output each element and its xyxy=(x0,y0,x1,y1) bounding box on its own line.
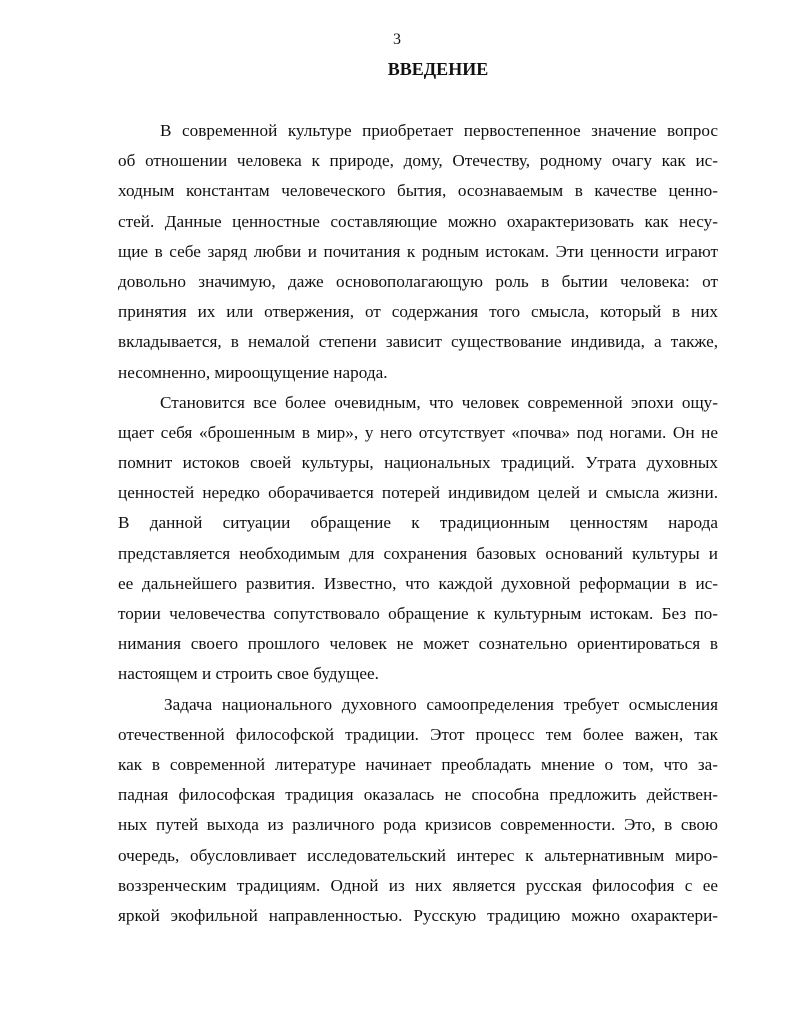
paragraph-2-line-10: настоящем и строить свое будущее. xyxy=(118,664,379,684)
paragraph-1-line-3: ходным константам человеческого бытия, осознаваемым в качестве ценно- xyxy=(118,181,718,201)
paragraph-3-line-5: ных путей выхода из различного рода кризисов современности. Это, в свою xyxy=(118,815,718,835)
paragraph-2-line-9: нимания своего прошлого человек не может сознательно ориентироваться в xyxy=(118,634,718,654)
paragraph-1-line-4: стей. Данные ценностные составляющие можно охарактеризовать как несу- xyxy=(118,211,718,231)
page-number: 3 xyxy=(393,31,401,48)
paragraph-2-line-4: ценностей нередко оборачивается потерей индивидом целей и смысла жизни. xyxy=(118,483,718,503)
paragraph-2-line-6: представляется необходимым для сохранения базовых оснований культуры и xyxy=(118,543,718,563)
paragraph-2-line-1: Становится все более очевидным, что человек современной эпохи ощу- xyxy=(160,392,718,412)
paragraph-3-line-7: воззренческим традициям. Одной из них является русская философия с ее xyxy=(118,875,718,895)
paragraph-1-line-2: об отношении человека к природе, дому, Отечеству, родному очагу как ис- xyxy=(118,151,718,171)
paragraph-3-line-2: отечественной философской традиции. Этот процесс тем более важен, так xyxy=(118,724,718,744)
paragraph-2-line-5: В данной ситуации обращение к традиционным ценностям народа xyxy=(118,513,718,533)
paragraph-1-line-7: принятия их или отвержения, от содержания того смысла, который в них xyxy=(118,302,718,322)
paragraph-2-line-2: щает себя «брошенным в мир», у него отсутствует «почва» под ногами. Он не xyxy=(118,422,718,442)
paragraph-3-line-1: Задача национального духовного самоопределения требует осмысления xyxy=(164,694,718,714)
document-body xyxy=(118,116,718,931)
paragraph-1-line-5: щие в себе заряд любви и почитания к родным истокам. Эти ценности играют xyxy=(118,241,718,261)
paragraph-3-line-3: как в современной литературе начинает преобладать мнение о том, что за- xyxy=(118,754,718,774)
paragraph-2-line-3: помнит истоков своей культуры, национальных традиций. Утрата духовных xyxy=(118,453,718,473)
paragraph-1-line-8: вкладывается, в немалой степени зависит существование индивида, а также, xyxy=(118,332,718,352)
page-title: ВВЕДЕНИЕ xyxy=(387,59,489,79)
paragraph-2-line-8: тории человечества сопутствовало обращение к культурным истокам. Без по- xyxy=(118,604,718,623)
paragraph-3-line-4: падная философская традиция оказалась не способна предложить действен- xyxy=(118,785,718,805)
paragraph-2-line-7: ее дальнейшего развития. Известно, что каждой духовной реформации в ис- xyxy=(118,573,718,593)
paragraph-1-line-9: несомненно, мироощущение народа. xyxy=(118,362,388,382)
paragraph-3-line-8: яркой экофильной направленностью. Русскую традицию можно охарактери- xyxy=(118,905,718,925)
paragraph-3-line-6: очередь, обусловливает исследовательский интерес к альтернативным миро- xyxy=(118,845,718,865)
paragraph-1-line-1: В современной культуре приобретает первостепенное значение вопрос xyxy=(160,121,718,140)
paragraph-1-line-6: довольно значимую, даже основополагающую роль в бытии человека: от xyxy=(118,271,718,291)
